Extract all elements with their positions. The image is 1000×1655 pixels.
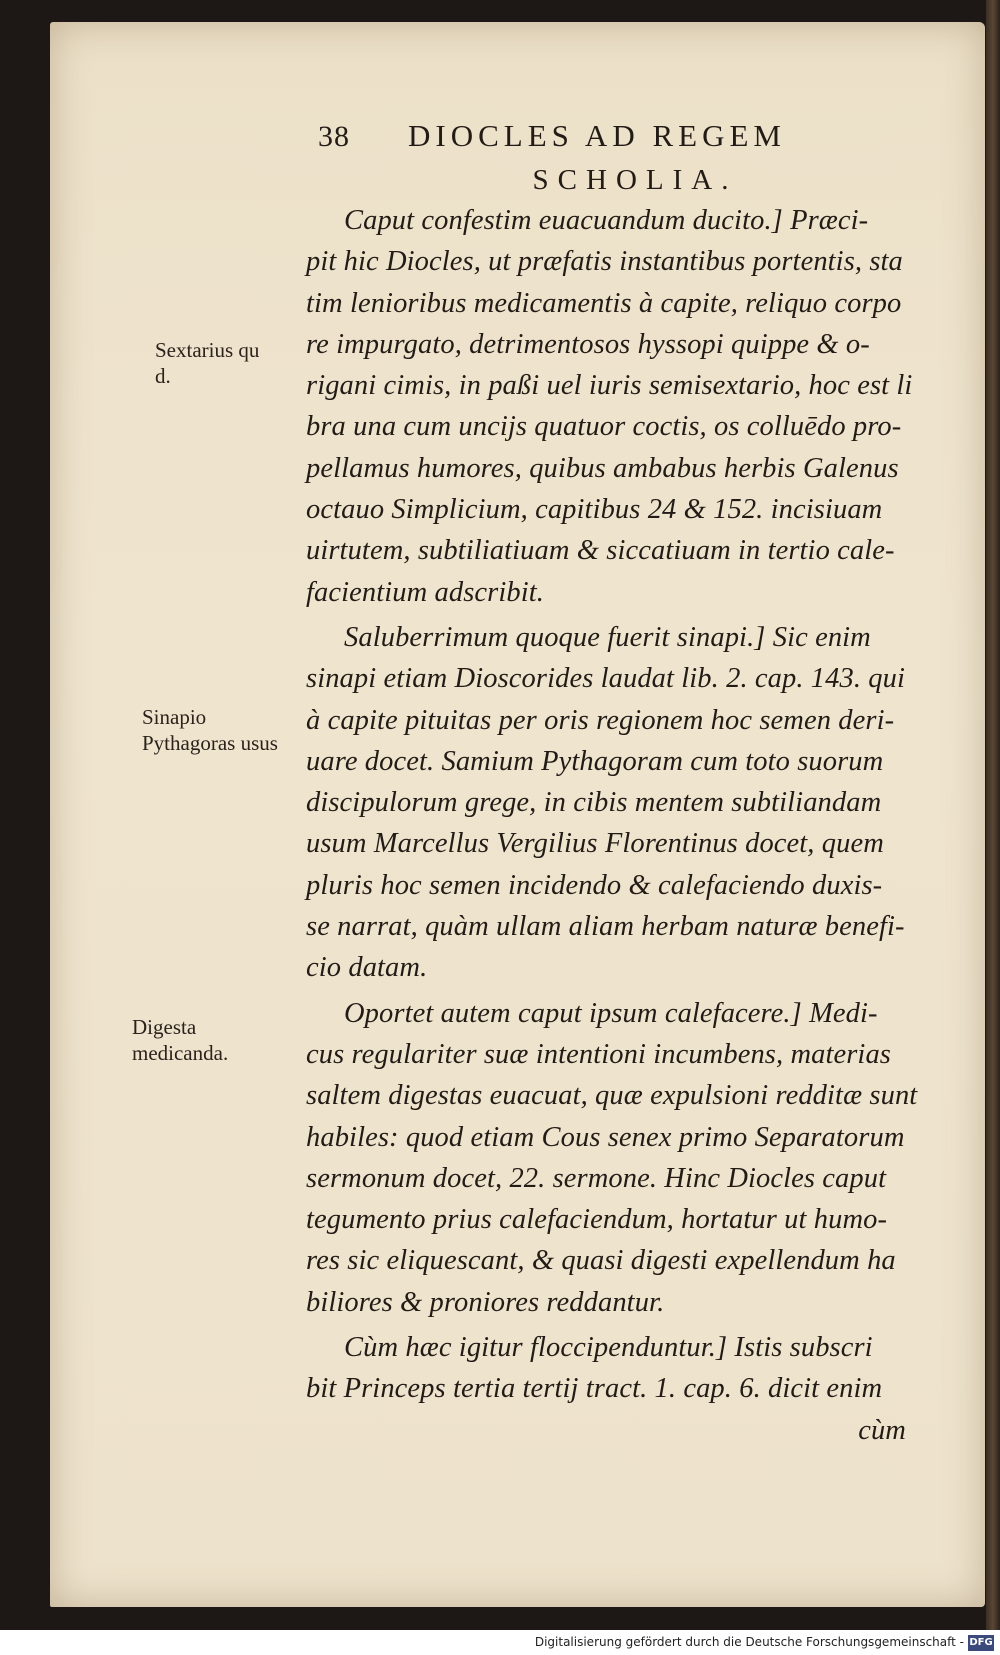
text-line: biliores & proniores reddantur. <box>306 1286 665 1318</box>
text-line: pit hic Diocles, ut præfatis instantibus portentis, sta <box>306 246 903 278</box>
dfg-logo-icon: DFG <box>968 1635 994 1651</box>
text-line: bra una cum uncijs quatuor coctis, os colluēdo pro- <box>306 411 902 443</box>
paragraph-4 <box>306 1327 966 1451</box>
digitization-footer <box>0 1632 1000 1655</box>
text-line: habiles: quod etiam Cous senex primo Separatorum <box>306 1121 905 1153</box>
text-line: res sic eliquescant, & quasi digesti expellendum ha <box>306 1245 896 1277</box>
text-line: Caput confestim euacuandum ducito.] Præci- <box>344 205 869 236</box>
text-line: tegumento prius calefaciendum, hortatur ut humo- <box>306 1204 888 1236</box>
text-line: se narrat, quàm ullam aliam herbam naturæ benefi- <box>306 911 905 943</box>
margin-note-sextarius: Sextarius qu d. <box>155 338 260 388</box>
text-line: sinapi etiam Dioscorides laudat lib. 2. cap. 143. qui <box>306 663 906 695</box>
text-line: facientium adscribit. <box>306 576 544 608</box>
text-line: saltem digestas euacuat, quæ expulsioni redditæ sunt <box>306 1080 918 1112</box>
paragraph-2 <box>306 617 966 989</box>
margin-note-digesta: Digesta medicanda. <box>132 1015 229 1065</box>
section-title: SCHOLIA. <box>532 164 738 196</box>
body-text <box>306 200 966 1455</box>
text-line: tim lenioribus medicamentis à capite, reliquo corpo <box>306 287 902 319</box>
text-line: usum Marcellus Vergilius Florentinus docet, quem <box>306 828 884 860</box>
text-line: pellamus humores, quibus ambabus herbis Galenus <box>306 452 899 484</box>
book-edge <box>986 0 1000 1630</box>
text-line: discipulorum grege, in cibis mentem subtiliandam <box>306 787 882 819</box>
text-line: cio datam. <box>306 952 428 984</box>
text-line: bit Princeps tertia tertij tract. 1. cap. 6. dicit enim <box>306 1373 883 1405</box>
text-line: uare docet. Samium Pythagoram cum toto suorum <box>306 745 884 777</box>
page-number: 38 <box>318 120 350 153</box>
text-line: octauo Simplicium, capitibus 24 & 152. incisiuam <box>306 494 883 526</box>
text-line: cus regulariter suæ intentioni incumbens, materias <box>306 1038 891 1070</box>
margin-note-sinapio: Sinapio Pythagoras usus <box>142 705 278 755</box>
paragraph-1 <box>306 200 966 613</box>
text-line: re impurgato, detrimentosos hyssopi quippe & o- <box>306 328 870 360</box>
text-line: sermonum docet, 22. sermone. Hinc Diocles caput <box>306 1162 887 1194</box>
page-header <box>318 116 878 166</box>
text-line: à capite pituitas per oris regionem hoc semen deri- <box>306 704 895 736</box>
text-line: Saluberrimum quoque fuerit sinapi.] Sic enim <box>344 621 871 653</box>
catchword: cùm <box>858 1414 906 1446</box>
text-line: uirtutem, subtiliatiuam & siccatiuam in tertio cale- <box>306 535 895 567</box>
text-line: rigani cimis, in paßi uel iuris semisextario, hoc est li <box>306 370 913 402</box>
text-line: pluris hoc semen incidendo & calefaciendo duxis- <box>306 869 883 901</box>
text-line: Cùm hæc igitur floccipenduntur.] Istis subscri <box>344 1332 873 1364</box>
running-head: DIOCLES AD REGEM <box>408 118 786 153</box>
footer-credit: Digitalisierung gefördert durch die Deutsche Forschungsgemeinschaft - <box>534 1635 964 1649</box>
paragraph-3 <box>306 993 966 1323</box>
text-line: Oportet autem caput ipsum calefacere.] Medi- <box>344 997 878 1029</box>
